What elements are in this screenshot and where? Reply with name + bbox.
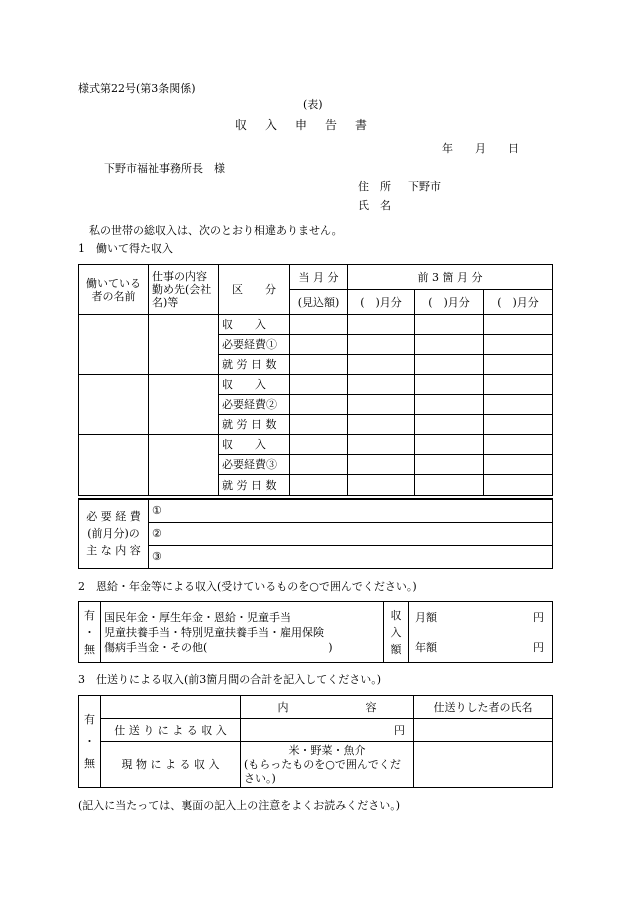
no-label: 無 bbox=[84, 756, 95, 770]
amount-cell[interactable] bbox=[290, 375, 348, 395]
header-workplace: 仕事の内容勤め先(会社名)等 bbox=[149, 265, 219, 315]
amount-cell[interactable] bbox=[348, 455, 415, 475]
pension-line-1: 国民年金・厚生年金・恩給・児童手当 bbox=[104, 610, 291, 624]
kind-label: 現 物 に よ る 収 入 bbox=[101, 742, 241, 788]
expense-item-3[interactable]: ③ bbox=[149, 545, 553, 568]
worker-name-cell[interactable] bbox=[79, 435, 149, 496]
amount-cell[interactable] bbox=[348, 375, 415, 395]
pension-table bbox=[78, 601, 553, 663]
kind-line-1: 米・野菜・魚介 bbox=[288, 743, 366, 757]
amount-cell[interactable] bbox=[484, 395, 553, 415]
amount-cell[interactable] bbox=[484, 355, 553, 375]
amount-cell[interactable] bbox=[290, 335, 348, 355]
section1-heading: 1 働いて得た収入 bbox=[78, 242, 173, 255]
amount-cell[interactable] bbox=[415, 415, 484, 435]
amount-cell[interactable] bbox=[484, 455, 553, 475]
worker-name-cell[interactable] bbox=[79, 315, 149, 375]
row-label: 収 入 bbox=[219, 315, 290, 335]
row-label: 必要経費③ bbox=[219, 455, 290, 475]
header-month-1: ( )月分 bbox=[348, 290, 415, 315]
monthly-label: 月額 bbox=[415, 610, 437, 624]
amount-cell[interactable] bbox=[415, 395, 484, 415]
monthly-yen: 円 bbox=[533, 610, 544, 624]
amount-cell[interactable] bbox=[415, 355, 484, 375]
amount-cell[interactable] bbox=[484, 435, 553, 455]
blank-header bbox=[101, 696, 241, 719]
declaration: 私の世帯の総収入は、次のとおり相違ありません。 bbox=[89, 224, 343, 237]
amount-cell[interactable] bbox=[484, 315, 553, 335]
addressee: 下野市福祉事務所長 様 bbox=[104, 162, 225, 175]
sender-header: 仕送りした者の氏名 bbox=[414, 696, 553, 719]
expense-label: 必 要 経 費(前月分)の主 な 内 容 bbox=[79, 499, 149, 568]
date-line: 年 月 日 bbox=[442, 142, 519, 155]
amount-cell[interactable] bbox=[484, 475, 553, 496]
side-label: (表) bbox=[303, 98, 323, 111]
pension-line-2: 児童扶養手当・特別児童扶養手当・雇用保険 bbox=[104, 625, 324, 639]
amount-cell[interactable] bbox=[484, 335, 553, 355]
amount-cell[interactable] bbox=[348, 395, 415, 415]
expense-item-2[interactable]: ② bbox=[149, 522, 553, 545]
header-month-2: ( )月分 bbox=[415, 290, 484, 315]
row-label: 収 入 bbox=[219, 375, 290, 395]
header-worker-name: 働いている者の名前 bbox=[79, 265, 149, 315]
section2-heading: 2 恩給・年金等による収入(受けているものを○で囲んでください。) bbox=[78, 580, 417, 593]
amount-cell[interactable] bbox=[348, 315, 415, 335]
amount-cell[interactable] bbox=[415, 475, 484, 496]
cash-yen: 円 bbox=[394, 723, 405, 737]
income-char-3: 額 bbox=[390, 642, 402, 656]
amount-box[interactable] bbox=[409, 602, 553, 663]
header-this-month: 当 月 分 bbox=[290, 265, 348, 290]
content-header: 内 容 bbox=[241, 696, 414, 719]
annual-label: 年額 bbox=[415, 640, 437, 654]
no-label: 無 bbox=[84, 642, 95, 656]
workplace-cell[interactable] bbox=[149, 435, 219, 496]
amount-cell[interactable] bbox=[348, 335, 415, 355]
pension-yes-no[interactable] bbox=[79, 602, 101, 663]
header-prev3: 前 3 箇 月 分 bbox=[348, 265, 553, 290]
footer-note: (記入に当たっては、裏面の記入上の注意をよくお読みください。) bbox=[78, 799, 401, 812]
section3-heading: 3 仕送りによる収入(前3箇月間の合計を記入してください。) bbox=[78, 673, 382, 686]
yes-label: 有 bbox=[84, 712, 95, 726]
expense-detail-table bbox=[78, 498, 553, 569]
dot-label: ・ bbox=[84, 734, 95, 748]
page-title: 収 入 申 告 書 bbox=[235, 118, 371, 132]
earned-income-table bbox=[78, 264, 553, 496]
header-category: 区 分 bbox=[219, 265, 290, 315]
address-value: 下野市 bbox=[408, 180, 441, 193]
kind-content-cell[interactable] bbox=[241, 742, 414, 788]
amount-cell[interactable] bbox=[415, 315, 484, 335]
amount-cell[interactable] bbox=[348, 355, 415, 375]
amount-cell[interactable] bbox=[290, 395, 348, 415]
dot-label: ・ bbox=[84, 625, 95, 639]
remittance-table bbox=[78, 695, 553, 788]
expense-item-1[interactable]: ① bbox=[149, 499, 553, 522]
income-amount-label bbox=[384, 602, 409, 663]
amount-cell[interactable] bbox=[290, 355, 348, 375]
amount-cell[interactable] bbox=[290, 435, 348, 455]
name-label: 氏 名 bbox=[358, 199, 391, 212]
pension-line-3: 傷病手当金・その他( ) bbox=[104, 640, 333, 654]
amount-cell[interactable] bbox=[415, 435, 484, 455]
cash-amount-cell[interactable] bbox=[241, 719, 414, 742]
kind-sender-cell[interactable] bbox=[414, 742, 553, 788]
header-month-3: ( )月分 bbox=[484, 290, 553, 315]
amount-cell[interactable] bbox=[290, 415, 348, 435]
cash-sender-cell[interactable] bbox=[414, 719, 553, 742]
address-label: 住 所 bbox=[358, 180, 391, 193]
amount-cell[interactable] bbox=[348, 415, 415, 435]
amount-cell[interactable] bbox=[348, 435, 415, 455]
row-label: 就 労 日 数 bbox=[219, 475, 290, 496]
amount-cell[interactable] bbox=[290, 315, 348, 335]
row-label: 収 入 bbox=[219, 435, 290, 455]
form-number: 様式第22号(第3条関係) bbox=[78, 82, 196, 95]
worker-name-cell[interactable] bbox=[79, 375, 149, 435]
income-char-1: 収 bbox=[390, 608, 402, 622]
yes-label: 有 bbox=[84, 608, 95, 622]
row-label: 必要経費② bbox=[219, 395, 290, 415]
workplace-cell[interactable] bbox=[149, 315, 219, 375]
row-label: 就 労 日 数 bbox=[219, 355, 290, 375]
row-label: 必要経費① bbox=[219, 335, 290, 355]
amount-cell[interactable] bbox=[415, 455, 484, 475]
income-char-2: 入 bbox=[390, 625, 402, 639]
pension-type-list[interactable] bbox=[101, 602, 384, 663]
amount-cell[interactable] bbox=[348, 475, 415, 496]
amount-cell[interactable] bbox=[415, 335, 484, 355]
cash-label: 仕 送 り に よ る 収 入 bbox=[101, 719, 241, 742]
annual-yen: 円 bbox=[533, 640, 544, 654]
amount-cell[interactable] bbox=[290, 455, 348, 475]
workplace-cell[interactable] bbox=[149, 375, 219, 435]
amount-cell[interactable] bbox=[415, 375, 484, 395]
amount-cell[interactable] bbox=[290, 475, 348, 496]
row-label: 就 労 日 数 bbox=[219, 415, 290, 435]
header-this-month-sub: (見込額) bbox=[290, 290, 348, 315]
amount-cell[interactable] bbox=[484, 415, 553, 435]
amount-cell[interactable] bbox=[484, 375, 553, 395]
remittance-yes-no[interactable] bbox=[79, 696, 101, 788]
kind-line-2: (もらったものを○で囲んでください。) bbox=[244, 757, 401, 785]
